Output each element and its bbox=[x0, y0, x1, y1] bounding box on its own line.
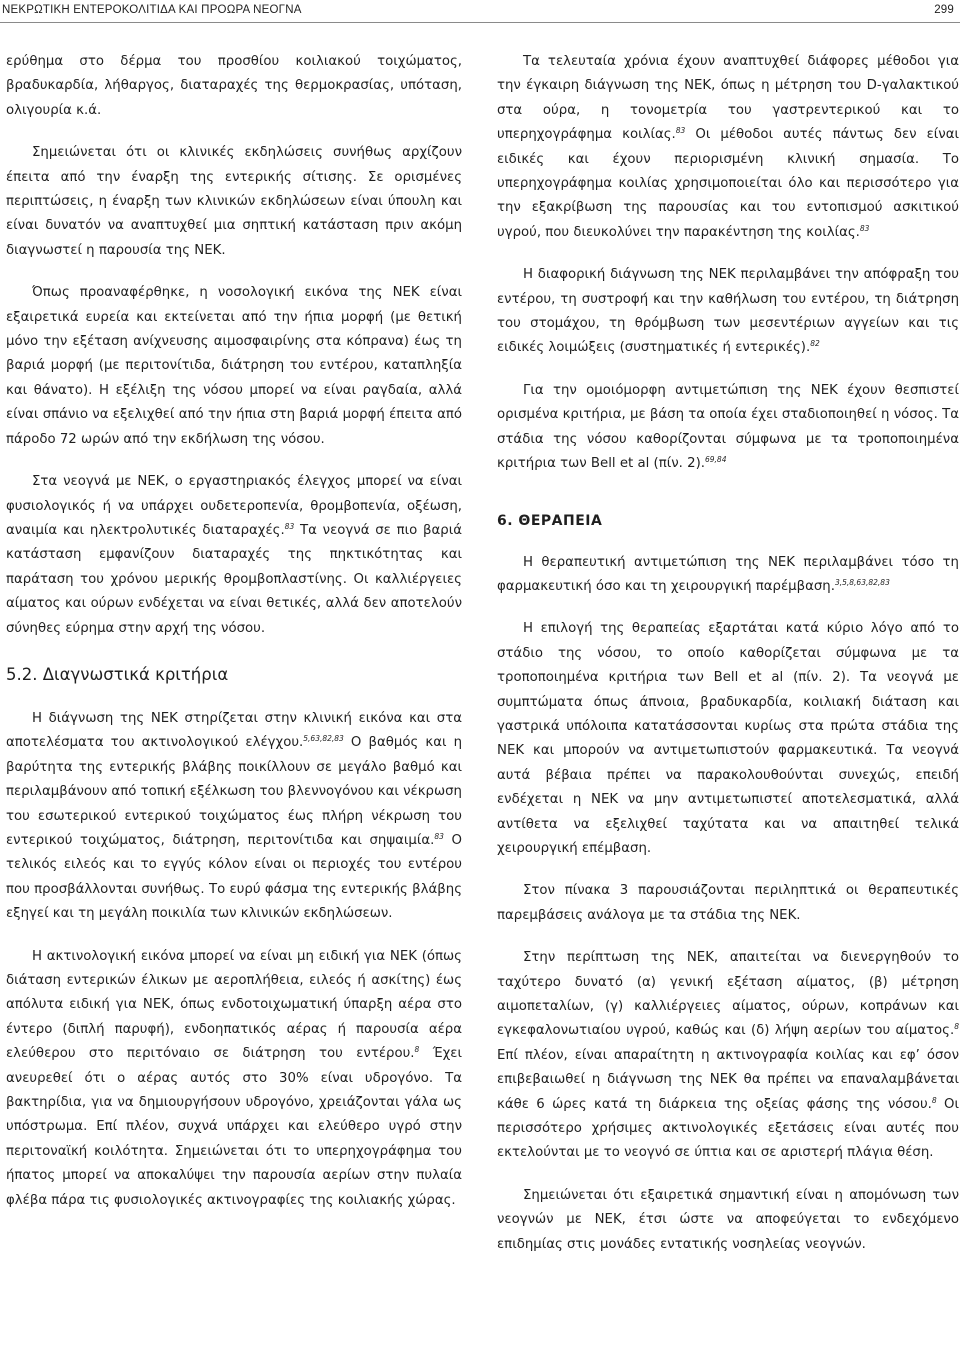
citation-ref: 69,84 bbox=[705, 455, 727, 465]
text-run: Στην περίπτωση της ΝΕΚ, απαιτείται να διενεργηθούν το ταχύτερο δυνατό (α) γενική εξέταση αίματος, (β) μέτρηση αιμοπεταλίων, (γ) καλλιέργειες αίματος, ούρων, κοπράνων και εγκεφαλονωτιαίου υγρού, καθώς και (δ) λήψη αερίων του αίματος. bbox=[497, 950, 959, 1039]
text-run: Η ακτινολογική εικόνα μπορεί να είναι μη ειδική για ΝΕΚ (όπως διάταση εντερικών έλικων με αεροπλήθεια, ειλεός ή ασκίτης) έως απόλυτα ειδική για ΝΕΚ, όπως ενδοτοιχωματική ύπαρξη αέρα στο έντερο (διπλή παρυφή), ενδοηπατικός αέρας ή παρουσία αέρα ελεύθερου στο περιτόναιο σε διάτρηση του εντέρου. bbox=[6, 948, 462, 1062]
paragraph bbox=[497, 551, 959, 600]
paragraph bbox=[6, 945, 462, 1213]
citation-ref: 83 bbox=[434, 831, 444, 841]
citation-ref: 5,63,82,83 bbox=[303, 734, 344, 744]
text-run: Τα νεογνά σε πιο βαριά κατάσταση εμφανίζουν διαταραχές της πηκτικότητας και παράταση του χρόνου μερικής θρομβοπλαστίνης. Οι καλλιέργειες αίματος και ούρων ενδέχεται να είναι θετικές, αλλά δεν αποτελούν σύνηθες εύρημα στην αρχή της νόσου. bbox=[6, 522, 462, 636]
paragraph bbox=[6, 470, 462, 641]
citation-ref: 8 bbox=[954, 1022, 959, 1032]
citation-ref: 8 bbox=[414, 1045, 420, 1055]
paragraph bbox=[497, 263, 959, 361]
text-run: Η διαφορική διάγνωση της ΝΕΚ περιλαμβάνει την απόφραξη του εντέρου, τη συστροφή και την καθήλωση του εντέρου, τη διάτρηση του στομάχου, τη θρόμβωση των μεσεντέριων αγγείων και τις ειδικές λοιμώξεις (συστηματικές ή εντερικές). bbox=[497, 267, 959, 356]
text-run: Για την ομοιόμορφη αντιμετώπιση της ΝΕΚ έχουν θεσπιστεί ορισμένα κριτήρια, με βάση τα οποία έχει σταδιοποιηθεί η νόσος. Τα στάδια της νόσου καθορίζονται σύμφωνα με τα τροποποιημένα κριτήρια των Bell et al (πίν. 2). bbox=[497, 382, 959, 472]
paragraph: Σημειώνεται ότι εξαιρετικά σημαντική είναι η απομόνωση των νεογνών με ΝΕΚ, έτσι ώστε να αποφεύγεται το ενδεχόμενο επιδημίας στις μονάδες εντατικής νοσηλείας νεογνών. bbox=[497, 1187, 959, 1252]
paragraph bbox=[497, 50, 959, 245]
page-number: 299 bbox=[934, 4, 954, 16]
citation-ref: 8 bbox=[931, 1095, 937, 1105]
paragraph: ερύθημα στο δέρμα του προσθίου κοιλιακού τοιχώματος, βραδυκαρδία, λήθαργος, διαταραχές της θερμοκρασίας, υπόταση, ολιγουρία κ.ά. bbox=[6, 54, 462, 118]
running-header bbox=[0, 0, 960, 23]
paragraph: Όπως προαναφέρθηκε, η νοσολογική εικόνα της ΝΕΚ είναι εξαιρετικά ευρεία και εκτείνεται από την ήπια μορφή (με θετική μόνο την εξέταση ανίχνευσης αιμοσφαιρίνης στα κόπρανα) έως τη βαριά μορφή (με περιτονίτιδα, διάτρηση του εντέρου, καταπληξία και θάνατο). Η εξέλιξη της νόσου μπορεί να είναι ραγδαία, αλλά είναι σπάνιο να εξελιχθεί από την ήπια στη βαριά μορφή έπειτα από πάροδο 72 ωρών από την εκδήλωση της νόσου. bbox=[6, 285, 462, 447]
text-run: Στα νεογνά με ΝΕΚ, ο εργαστηριακός έλεγχος μπορεί να είναι φυσιολογικός ή να υπάρχει ουδετεροπενία, θρομβοπενία, οξέωση, αναιμία και ηλεκτρολυτικές διαταραχές. bbox=[6, 474, 462, 538]
running-title: ΝΕΚΡΩΤΙΚΗ ΕΝΤΕΡΟΚΟΛΙΤΙΔΑ ΚΑΙ ΠΡΟΩΡΑ ΝΕΟΓΝΑ bbox=[2, 4, 302, 16]
right-column bbox=[497, 50, 959, 1275]
paragraph: Σημειώνεται ότι οι κλινικές εκδηλώσεις συνήθως αρχίζουν έπειτα από την έναρξη της εντερικής σίτισης. Σε ορισμένες περιπτώσεις, η έναρξη των κλινικών εκδηλώσεων είναι ύπουλη και είναι δυνατόν να αναπτυχθεί μια σηπτική κατάσταση πριν ακόμη διαγνωστεί η παρουσία της ΝΕΚ. bbox=[6, 145, 462, 258]
text-run: Ο τελικός ειλεός και το εγγύς κόλον είναι οι περιοχές του εντέρου που προσβάλλονται συνήθως. Το ευρύ φάσμα της εντερικής βλάβης εξηγεί και τη μεγάλη ποικιλία των κλινικών εκδηλώσεων. bbox=[6, 832, 462, 922]
citation-ref: 3,5,8,63,82,83 bbox=[834, 577, 890, 587]
citation-ref: 83 bbox=[859, 223, 870, 233]
text-run: Επί πλέον, είναι απαραίτητη η ακτινογραφία κοιλίας και εφ’ όσον επιβεβαιωθεί η διάγνωση της ΝΕΚ θα πρέπει να επαναλαμβάνεται κάθε 6 ώρες κατά τη διάρκεια της οξείας φάσης της νόσου. bbox=[497, 1047, 959, 1112]
section-heading: 5.2. Διαγνωστικά κριτήρια bbox=[6, 664, 229, 684]
text-run: Οι μέθοδοι αυτές πάντως δεν είναι ειδικές και έχουν περιορισμένη κλινική σημασία. Το υπερηχογράφημα κοιλίας χρησιμοποιείται όλο και περισσότερο για την εξακρίβωση της παρουσίας και του εντοπισμού ασκιτικού υγρού, που διευκολύνει την παρακέντηση της κοιλίας. bbox=[497, 127, 959, 240]
citation-ref: 83 bbox=[284, 521, 295, 531]
left-column bbox=[6, 50, 462, 1231]
text-run: Οι περισσότερο χρήσιμες ακτινολογικές εξετάσεις είναι αυτές που εκτελούνται με το νεογνό σε ύπτια και σε αριστερή πλάγια θέση. bbox=[497, 1096, 959, 1161]
paragraph bbox=[6, 707, 462, 927]
citation-ref: 83 bbox=[675, 126, 686, 136]
paragraph: Στον πίνακα 3 παρουσιάζονται περιληπτικά οι θεραπευτικές παρεμβάσεις ανάλογα με τα στάδια της ΝΕΚ. bbox=[497, 883, 959, 923]
text-run: Έχει ανευρεθεί ότι ο αέρας αυτός στο 30% είναι υδρογόνο. Τα βακτηρίδια, για να δημιουργήσουν υδρογόνο, χρειάζονται γάλα ως υπόστρωμα. Επί πλέον, συχνά υπάρχει και ελεύθερο υγρό στην περιτοναϊκή κοιλότητα. Σημειώνεται ότι το υπερηχογράφημα του ήπατος μπορεί να αποκαλύψει την παρουσία αερίων στην πυλαία φλέβα πάρα τις φυσιολογικές ακτινογραφίες της κοιλιακής χώρας. bbox=[6, 1046, 462, 1208]
paragraph bbox=[497, 946, 959, 1166]
citation-ref: 82 bbox=[810, 339, 820, 349]
text-run: Τα τελευταία χρόνια έχουν αναπτυχθεί διάφορες μέθοδοι για την έγκαιρη διάγνωση της ΝΕΚ, όπως η μέτρηση του D-γαλακτικού στα ούρα, η τονομετρία του γαστρεντερικού και το υπερηχογράφημα κοιλίας. bbox=[497, 54, 959, 143]
paragraph: Η επιλογή της θεραπείας εξαρτάται κατά κύριο λόγο από το στάδιο της νόσου, το οποίο καθορίζεται σύμφωνα με τα τροποποιημένα κριτήρια των Bell et al (πίν. 2). Τα νεογνά με συμπτώματα όπως άπνοια, βραδυκαρδία, κοιλιακή διάταση και γαστρικά υπόλοιπα κατατάσσονται κυρίως στα πρώτα στάδια της ΝΕΚ και μπορούν να αντιμετωπιστούν φαρμακευτικά. Τα νεογνά αυτά βέβαια πρέπει να παρακολουθούνται συνεχώς, επειδή ενδέχεται η ΝΕΚ να μην αντιμετωπιστεί αποτελεσματικά, αλλά αντίθετα να εξελιχθεί ταχύτατα και να απαιτηθεί τελικά χειρουργική επέμβαση. bbox=[497, 621, 959, 856]
text-run: Η διάγνωση της ΝΕΚ στηρίζεται στην κλινική εικόνα και στα αποτελέσματα του ακτινολογικού ελέγχου. bbox=[6, 710, 462, 751]
paragraph bbox=[497, 379, 959, 477]
text-run: Ο βαθμός και η βαρύτητα της εντερικής βλάβης ποικίλλουν σε μεγάλο βαθμό και περιλαμβάνουν από τοπική εξέλκωση του βλεννογόνου και νέκρωση του εσωτερικού εντερικού τοιχώματος έως πλήρη νέκρωση του εντερικού τοιχώματος, διάτρηση, περιτονίτιδα και σηψαιμία. bbox=[6, 735, 462, 848]
section-heading: 6. ΘΕΡΑΠΕΙΑ bbox=[497, 512, 603, 529]
text-run: Η θεραπευτική αντιμετώπιση της ΝΕΚ περιλαμβάνει τόσο τη φαρμακευτική όσο και τη χειρουργική παρέμβαση. bbox=[497, 554, 959, 594]
